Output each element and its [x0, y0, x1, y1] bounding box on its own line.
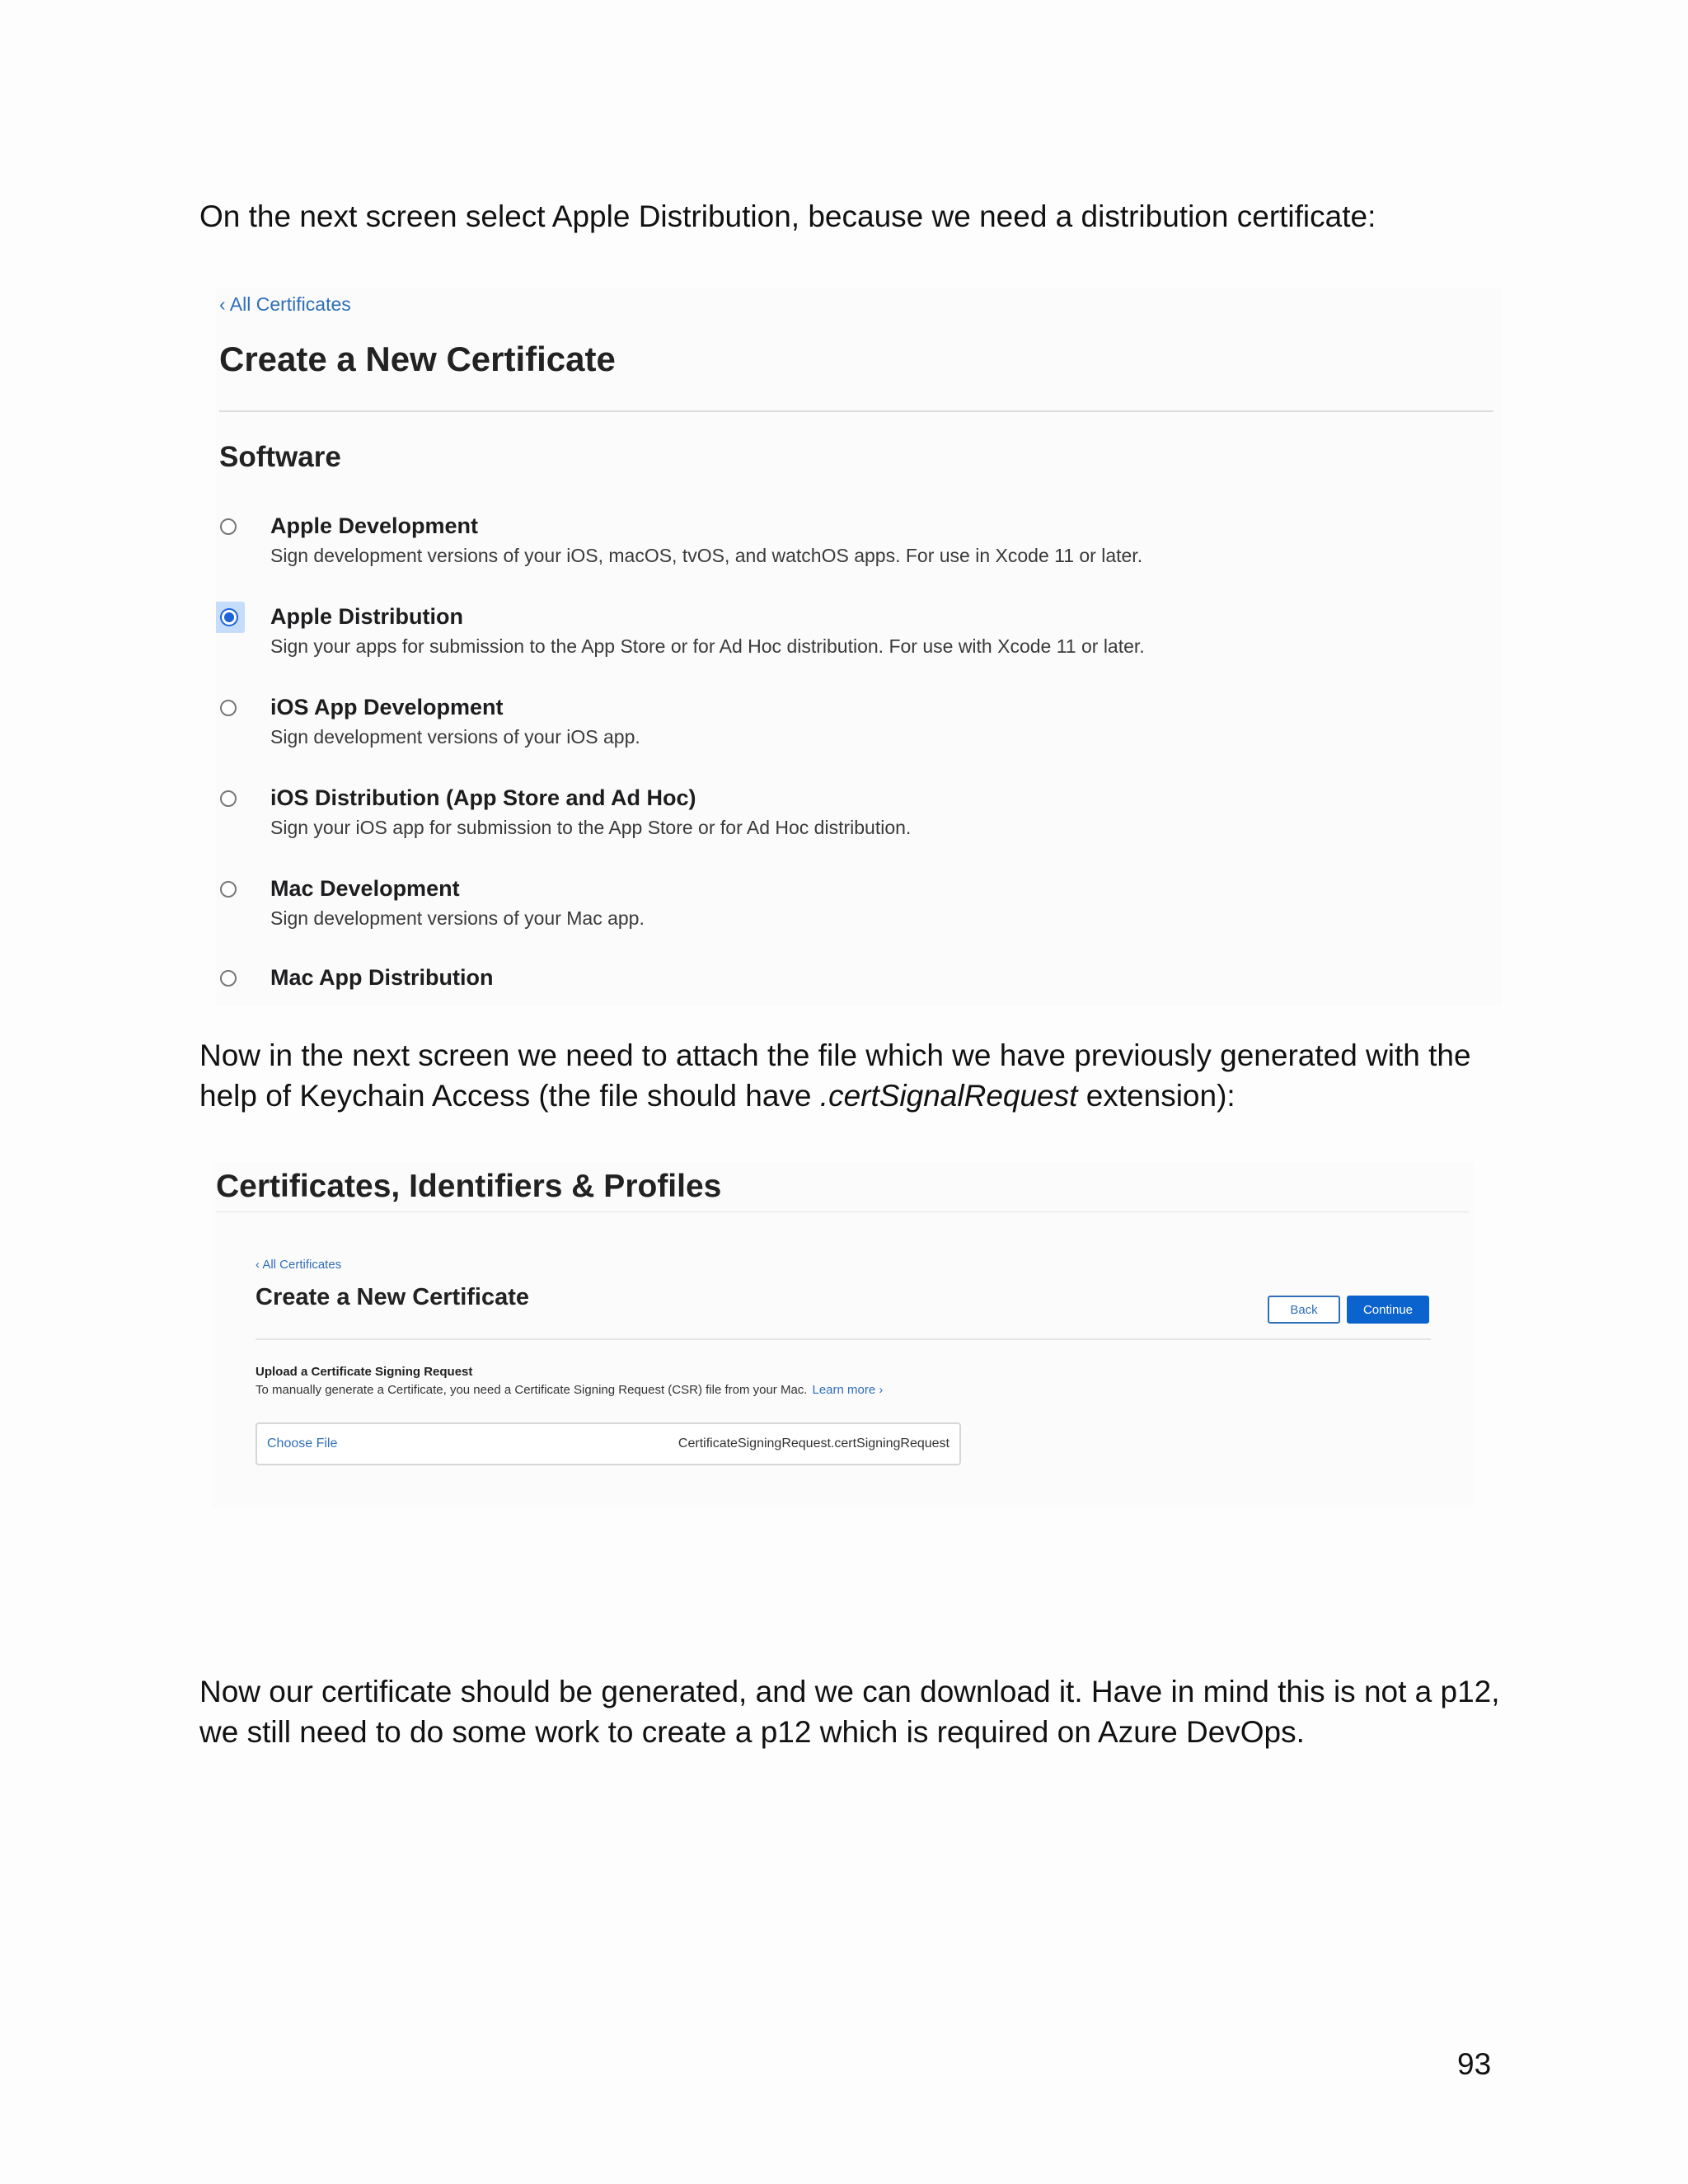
option-title: Apple Distribution — [270, 604, 463, 629]
upload-description — [256, 1383, 883, 1397]
radio-unselected[interactable] — [220, 700, 237, 716]
portal-header: Certificates, Identifiers & Profiles — [216, 1169, 722, 1204]
option-title: iOS Distribution (App Store and Ad Hoc) — [270, 785, 696, 810]
section-heading-software: Software — [219, 441, 341, 473]
continue-button[interactable]: Continue — [1347, 1296, 1429, 1324]
certificate-option[interactable] — [216, 513, 1485, 588]
certificate-option[interactable] — [216, 876, 1485, 950]
certificate-type-screenshot — [216, 288, 1502, 1005]
divider — [219, 410, 1493, 412]
middle-text-before: Now in the next screen we need to attach the file which we have previously generated with the help of Keychain Access (the file should have — [199, 1038, 1471, 1113]
option-description: Sign development versions of your iOS app. — [270, 726, 640, 748]
option-title: Apple Development — [270, 513, 479, 538]
option-description: Sign development versions of your iOS, macOS, tvOS, and watchOS apps. For use in Xcode 11 or later. — [270, 545, 1143, 566]
certificate-option[interactable] — [216, 785, 1485, 860]
option-description: Sign development versions of your Mac app. — [270, 907, 645, 929]
radio-unselected[interactable] — [220, 881, 237, 898]
middle-paragraph — [199, 1035, 1502, 1116]
upload-title: Upload a Certificate Signing Request — [256, 1365, 473, 1379]
back-button[interactable]: Back — [1268, 1296, 1340, 1324]
radio-unselected[interactable] — [220, 518, 237, 535]
option-title: iOS App Development — [270, 695, 504, 719]
option-description: Sign your iOS app for submission to the App Store or for Ad Hoc distribution. — [270, 817, 912, 838]
intro-paragraph: On the next screen select Apple Distribution, because we need a distribution certificate: — [199, 199, 1376, 233]
radio-unselected[interactable] — [220, 970, 237, 987]
learn-more-link[interactable]: Learn more › — [812, 1383, 884, 1397]
choose-file-button[interactable]: Choose File — [267, 1436, 338, 1451]
file-upload-field[interactable] — [256, 1422, 961, 1465]
closing-paragraph: Now our certificate should be generated, and we can download it. Have in mind this is not a p12, we still need to do some work to create a p12 which is required on Azure DevOps. — [199, 1675, 1500, 1749]
page-title: Create a New Certificate — [219, 340, 616, 378]
all-certificates-link[interactable]: ‹ All Certificates — [256, 1258, 342, 1272]
certificate-option[interactable] — [216, 604, 1485, 678]
certificate-option[interactable] — [216, 695, 1485, 769]
middle-text-after: extension): — [1077, 1079, 1236, 1113]
upload-desc-text: To manually generate a Certificate, you need a Certificate Signing Request (CSR) file from your Mac. — [256, 1383, 808, 1397]
certificate-option[interactable] — [216, 965, 1485, 1005]
page-title: Create a New Certificate — [256, 1284, 530, 1310]
radio-selected[interactable] — [216, 602, 245, 633]
file-extension: .certSignalRequest — [819, 1079, 1078, 1113]
divider — [256, 1338, 1431, 1340]
radio-unselected[interactable] — [220, 790, 237, 807]
upload-csr-screenshot — [213, 1162, 1474, 1508]
option-description: Sign your apps for submission to the App Store or for Ad Hoc distribution. For use with Xcode 11 or later. — [270, 635, 1145, 657]
selected-file-name: CertificateSigningRequest.certSigningRequest — [678, 1436, 950, 1451]
option-title: Mac Development — [270, 876, 460, 901]
all-certificates-link[interactable]: ‹ All Certificates — [219, 293, 351, 315]
page-number: 93 — [1457, 2047, 1492, 2081]
option-title: Mac App Distribution — [270, 965, 494, 990]
